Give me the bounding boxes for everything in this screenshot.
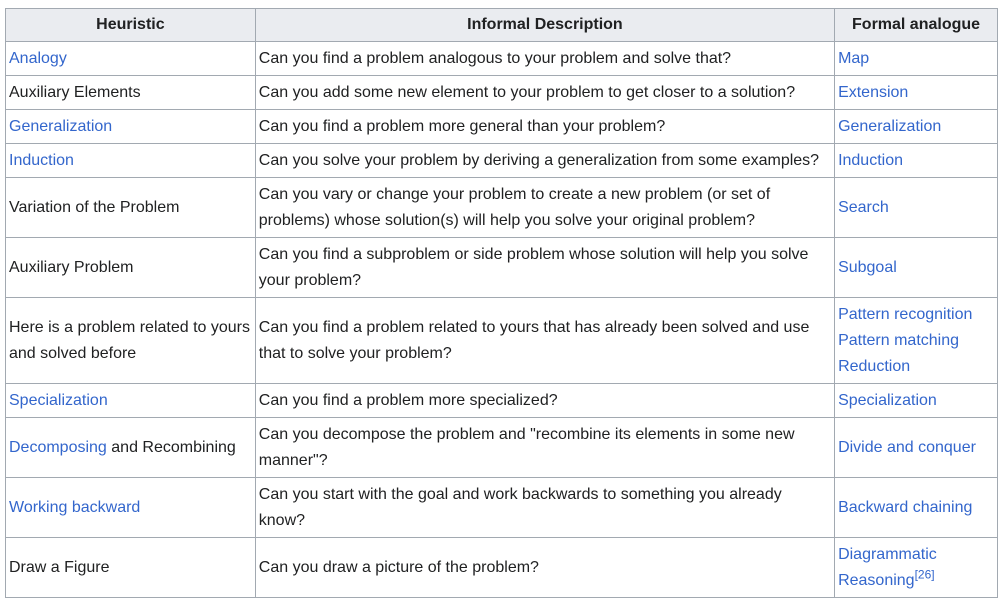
heuristic-cell: Auxiliary Problem <box>6 238 256 298</box>
heuristic-cell: Variation of the Problem <box>6 178 256 238</box>
description-cell: Can you solve your problem by deriving a generalization from some examples? <box>255 144 834 178</box>
heuristic-text-rest: and Recombining <box>106 438 236 456</box>
formal-link-pattern-recognition[interactable]: Pattern recognition <box>838 305 973 323</box>
description-cell: Can you start with the goal and work backwards to something you already know? <box>255 478 834 538</box>
formal-cell <box>835 478 998 538</box>
description-cell: Can you vary or change your problem to create a new problem (or set of problems) whose solution(s) will help you solve your original problem? <box>255 178 834 238</box>
formal-cell <box>835 418 998 478</box>
formal-link-diagrammatic-reasoning[interactable]: Diagrammatic Reasoning <box>838 545 937 589</box>
formal-link-pattern-matching[interactable]: Pattern matching <box>838 331 960 349</box>
heuristic-link-induction[interactable]: Induction <box>9 151 74 169</box>
citation-link[interactable]: [26] <box>914 567 935 582</box>
table-row <box>6 478 998 538</box>
header-formal-analogue[interactable]: Formal analogue <box>835 9 998 42</box>
header-informal-description[interactable]: Informal Description <box>255 9 834 42</box>
formal-cell <box>835 76 998 110</box>
table-row <box>6 178 998 238</box>
description-cell: Can you draw a picture of the problem? <box>255 538 834 598</box>
formal-cell <box>835 238 998 298</box>
heuristic-cell <box>6 110 256 144</box>
description-cell: Can you find a problem more specialized? <box>255 384 834 418</box>
formal-link-reduction[interactable]: Reduction <box>838 357 911 375</box>
header-heuristic[interactable]: Heuristic <box>6 9 256 42</box>
formal-cell <box>835 298 998 384</box>
heuristic-link-specialization[interactable]: Specialization <box>9 391 108 409</box>
formal-link-induction[interactable]: Induction <box>838 151 903 169</box>
formal-link-generalization[interactable]: Generalization <box>838 117 942 135</box>
heuristic-link-generalization[interactable]: Generalization <box>9 117 113 135</box>
formal-cell <box>835 110 998 144</box>
table-row <box>6 110 998 144</box>
table-row <box>6 144 998 178</box>
heuristic-cell <box>6 42 256 76</box>
header-row <box>6 9 998 42</box>
description-cell: Can you find a problem related to yours that has already been solved and use that to solve your problem? <box>255 298 834 384</box>
heuristic-cell <box>6 384 256 418</box>
formal-cell <box>835 538 998 598</box>
heuristic-link-working-backward[interactable]: Working backward <box>9 498 141 516</box>
heuristic-link-decomposing[interactable]: Decomposing <box>9 438 107 456</box>
formal-link-extension[interactable]: Extension <box>838 83 909 101</box>
heuristic-cell <box>6 478 256 538</box>
heuristic-cell <box>6 144 256 178</box>
heuristic-cell <box>6 418 256 478</box>
heuristic-link-analogy[interactable]: Analogy <box>9 49 67 67</box>
formal-cell <box>835 384 998 418</box>
table-row <box>6 298 998 384</box>
heuristics-table <box>5 8 998 598</box>
description-cell: Can you add some new element to your problem to get closer to a solution? <box>255 76 834 110</box>
heuristic-cell: Auxiliary Elements <box>6 76 256 110</box>
table-row <box>6 384 998 418</box>
formal-link-search[interactable]: Search <box>838 198 889 216</box>
table-row <box>6 238 998 298</box>
description-cell: Can you find a problem more general than your problem? <box>255 110 834 144</box>
formal-cell <box>835 178 998 238</box>
table-row <box>6 42 998 76</box>
description-cell: Can you decompose the problem and "recombine its elements in some new manner"? <box>255 418 834 478</box>
formal-link-subgoal[interactable]: Subgoal <box>838 258 897 276</box>
table-row <box>6 538 998 598</box>
formal-cell <box>835 42 998 76</box>
table-row <box>6 418 998 478</box>
formal-link-map[interactable]: Map <box>838 49 870 67</box>
formal-cell <box>835 144 998 178</box>
heuristic-cell: Here is a problem related to yours and solved before <box>6 298 256 384</box>
formal-link-specialization[interactable]: Specialization <box>838 391 937 409</box>
description-cell: Can you find a problem analogous to your problem and solve that? <box>255 42 834 76</box>
formal-link-divide-and-conquer[interactable]: Divide and conquer <box>838 438 976 456</box>
formal-link-backward-chaining[interactable]: Backward chaining <box>838 498 973 516</box>
heuristic-cell: Draw a Figure <box>6 538 256 598</box>
table-row <box>6 76 998 110</box>
description-cell: Can you find a subproblem or side problem whose solution will help you solve your problem? <box>255 238 834 298</box>
